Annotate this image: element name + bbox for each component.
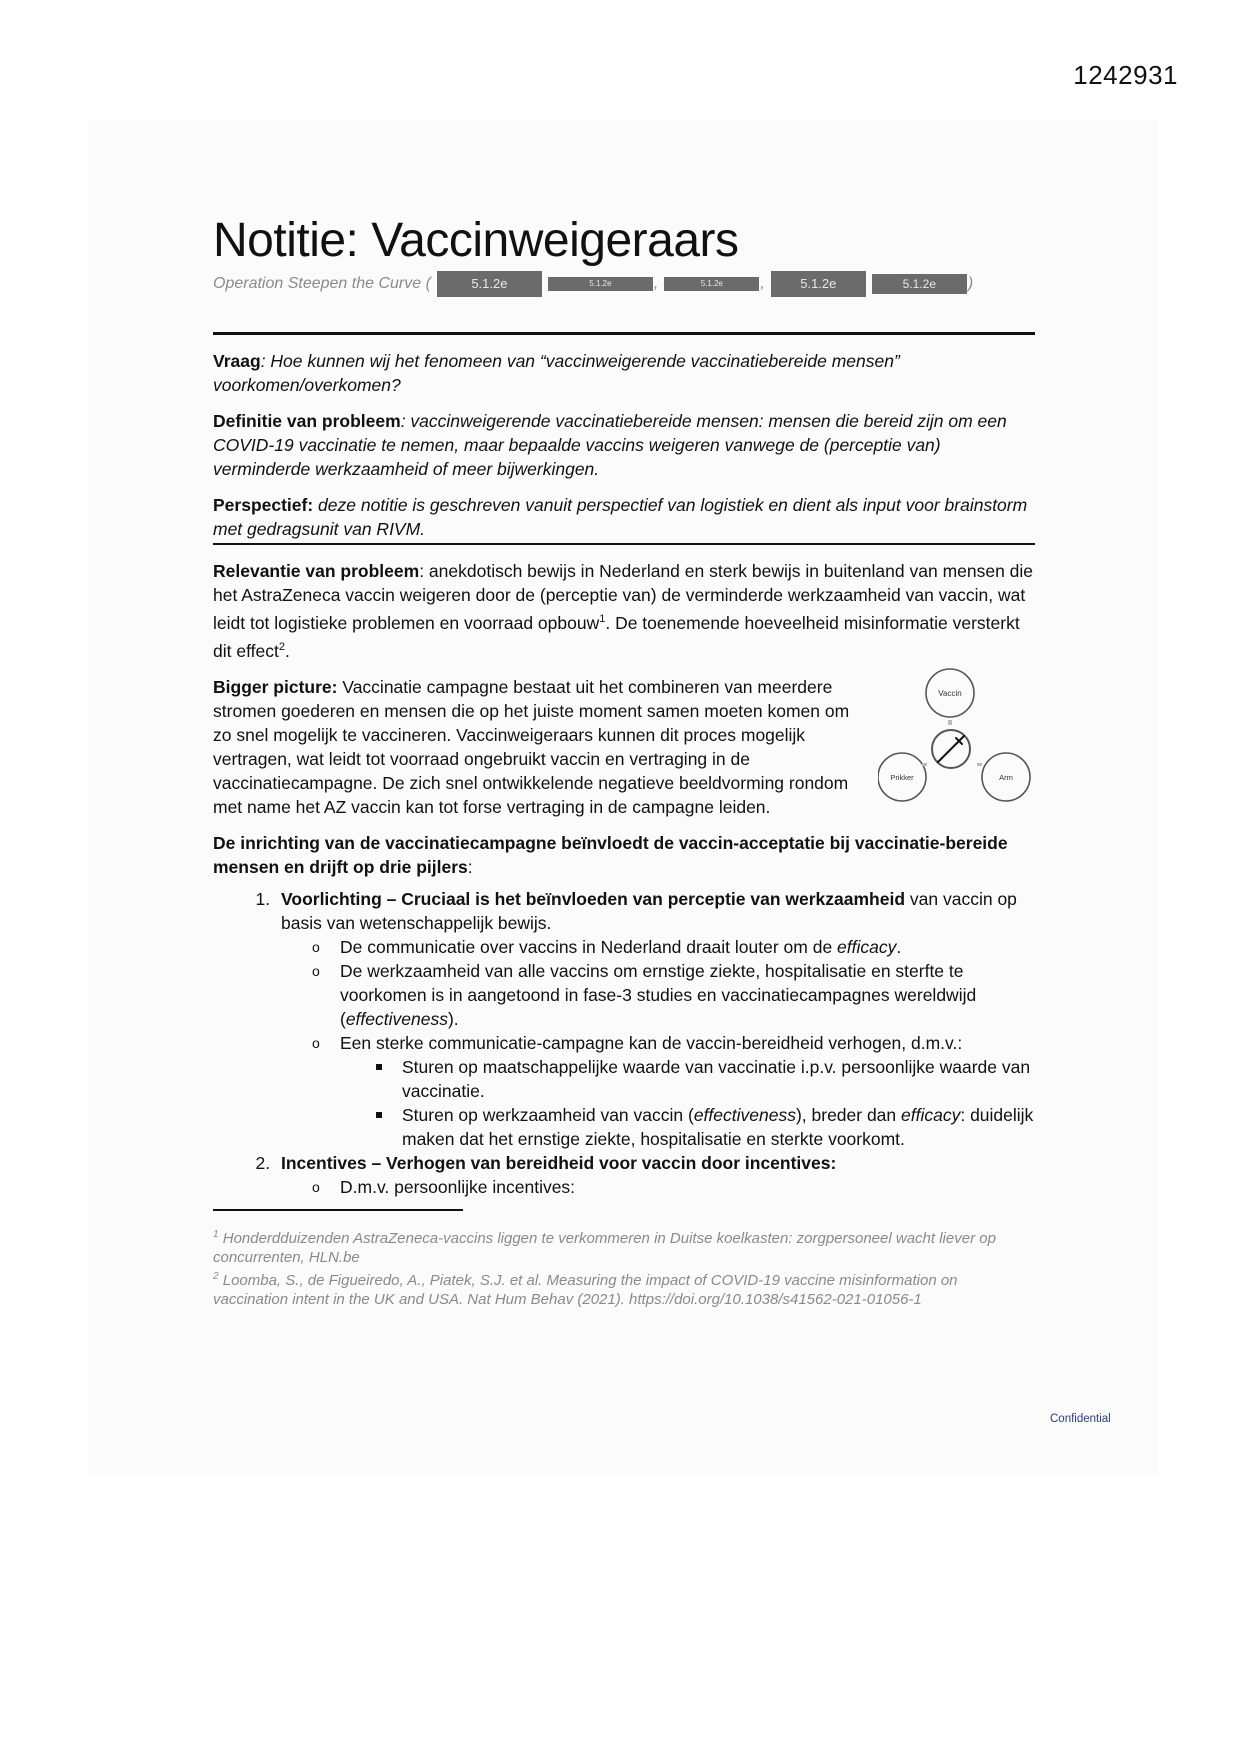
list-item (312, 935, 1035, 959)
list-item (312, 959, 1035, 1031)
footnote-number: 2 (213, 1270, 219, 1282)
relevantie-label: Relevantie van probleem (213, 561, 420, 581)
pillar-heading: Voorlichting – Cruciaal is het beïnvloeden van perceptie van werkzaamheid (281, 888, 906, 909)
divider (213, 332, 1035, 335)
definitie-text: : vaccinweigerende vaccinatiebereide mensen: mensen die bereid zijn om een COVID-19 vaccinatie te nemen, maar bepaalde vaccins weigeren vanwege de (perceptie van) verminderde werkzaamheid of meer bijwerkingen. (213, 411, 1007, 479)
sub-text: Een sterke communicatie-campagne kan de vaccin-bereidheid verhogen, d.m.v.: (340, 1032, 963, 1053)
definitie-paragraph (213, 409, 1035, 481)
diagram-connector (948, 720, 952, 725)
vraag-label: Vraag (213, 351, 261, 371)
confidential-label: Confidential (1050, 1413, 1111, 1425)
footnote-divider (213, 1209, 463, 1211)
footnote-ref: 2 (278, 640, 285, 653)
redaction-box: 5.1.2e (548, 277, 653, 291)
list-item (374, 1103, 1035, 1151)
diagram-connector (977, 763, 982, 766)
sub-sub-list (340, 1055, 1035, 1151)
vaccination-diagram (878, 663, 1038, 813)
page-title: Notitie: Vaccinweigeraars (213, 214, 739, 267)
inrichting-text: De inrichting van de vaccinatiecampagne beïnvloedt de vaccin-acceptatie bij vaccinatie-bereide mensen en drijft op drie pijlers (213, 832, 1008, 877)
page-content (213, 214, 1035, 1309)
footnote-number: 1 (213, 1228, 219, 1240)
relevantie-text-2: . De toenemende hoeveelheid misinformatie versterkt dit effect (213, 612, 1020, 661)
definitie-label: Definitie van probleem (213, 411, 401, 431)
sub-text: . (896, 936, 902, 957)
redaction-box: 5.1.2e (872, 274, 967, 294)
footnotes (213, 1225, 1035, 1309)
subtitle-text: Operation Steepen the Curve ( (213, 275, 431, 292)
perspectief-paragraph (213, 493, 1035, 541)
vraag-text: : Hoe kunnen wij het fenomeen van “vaccinweigerende vaccinatiebereide mensen” voorkomen/overkomen? (213, 351, 900, 395)
diagram-label-vaccin: Vaccin (938, 688, 962, 698)
divider (213, 543, 1035, 545)
syringe-icon (938, 736, 964, 762)
footnote-text: Honderdduizenden AstraZeneca-vaccins liggen te verkommeren in Duitse koelkasten: zorgpersoneel wacht liever op concurrenten, HLN.be (213, 1229, 996, 1266)
diagram-label-arm: Arm (999, 772, 1013, 782)
sub-emphasis: efficacy (837, 936, 897, 957)
diagram-connector (922, 763, 927, 766)
perspectief-text: deze notitie is geschreven vanuit perspectief van logistiek en dient als input voor brainstorm met gedragsunit van RIVM. (213, 495, 1028, 539)
sub-text: De communicatie over vaccins in Nederland draait louter om de (340, 936, 838, 957)
inrichting-paragraph (213, 831, 1035, 879)
redaction-box: 5.1.2e (771, 271, 866, 297)
perspectief-label: Perspectief: (213, 495, 314, 515)
pillar-heading: Incentives – Verhogen van bereidheid voor vaccin door incentives: (281, 1152, 837, 1173)
vraag-paragraph (213, 349, 1035, 397)
sub-emphasis: effectiveness (693, 1104, 796, 1125)
sub-emphasis: effectiveness (345, 1008, 448, 1029)
relevantie-paragraph (213, 559, 1035, 663)
diagram-label-prikker: Prikker (890, 772, 914, 782)
sub-text: : duidelijk maken dat het ernstige ziekte, hospitalisatie en sterkte voorkomt. (402, 1104, 1034, 1149)
list-item (312, 1031, 1035, 1151)
relevantie-text: : anekdotisch bewijs in Nederland en sterk bewijs in buitenland van mensen die het AstraZeneca vaccin weigeren door de (perceptie van) de verminderde werkzaamheid van vaccin, wat leidt tot logistieke problemen en voorraad opbouw (213, 561, 1034, 633)
bigger-picture-section (213, 675, 1035, 819)
sub-text: ). (447, 1008, 459, 1029)
sub-text: Sturen op maatschappelijke waarde van vaccinatie i.p.v. persoonlijke waarde van vaccinatie. (402, 1056, 1031, 1101)
footnote-item (213, 1225, 1035, 1267)
document-number: 1242931 (1073, 60, 1178, 90)
pillars-list (213, 887, 1035, 1199)
bigger-picture-label: Bigger picture: (213, 676, 338, 697)
relevantie-text-3: . (284, 640, 290, 661)
sub-list (281, 935, 1035, 1151)
footnote-text: Loomba, S., de Figueiredo, A., Piatek, S.J. et al. Measuring the impact of COVID-19 vaccine misinformation on vaccination intent in the UK and USA. Nat Hum Behav (2021). https://doi.org/10.1038/s41562-021-01056-1 (213, 1271, 958, 1308)
subtitle-separator: , (653, 275, 659, 292)
bigger-picture-text: Vaccinatie campagne bestaat uit het combineren van meerdere stromen goederen en mensen die op het juiste moment samen moeten komen om zo snel mogelijk te vaccineren. Vaccinweigeraars kunnen dit proces mogelijk vertragen, wat leidt tot voorraad ongebruikt vaccin en vertraging in de vaccinatiecampagne. De zich snel ontwikkelende negatieve beeldvorming rondom met name het AZ vaccin kan tot forse vertraging in de campagne leiden. (213, 676, 850, 817)
list-item (275, 887, 1035, 1151)
sub-text: De werkzaamheid van alle vaccins om ernstige ziekte, hospitalisatie en sterfte te voorkomen is in aangetoond in fase-3 studies en vaccinatiecampagnes wereldwijd ( (340, 960, 977, 1029)
list-item (312, 1175, 1035, 1199)
sub-emphasis: efficacy (901, 1104, 961, 1125)
sub-list (281, 1175, 1035, 1199)
pillar-text: van vaccin op basis van wetenschappelijk bewijs. (281, 888, 1017, 933)
sub-text: ), breder dan (795, 1104, 902, 1125)
sub-text: D.m.v. persoonlijke incentives: (340, 1176, 576, 1197)
subtitle-close: ) (967, 275, 974, 292)
list-item (374, 1055, 1035, 1103)
inrichting-colon: : (467, 856, 473, 877)
redaction-box: 5.1.2e (664, 277, 759, 291)
footnote-ref: 1 (599, 613, 606, 625)
footnote-item (213, 1267, 1035, 1309)
list-item (275, 1151, 1035, 1199)
bigger-picture-paragraph (213, 675, 853, 819)
subtitle (213, 270, 1035, 298)
subtitle-separator: , (760, 275, 765, 292)
sub-text: Sturen op werkzaamheid van vaccin ( (402, 1104, 694, 1125)
redaction-box: 5.1.2e (437, 271, 542, 297)
